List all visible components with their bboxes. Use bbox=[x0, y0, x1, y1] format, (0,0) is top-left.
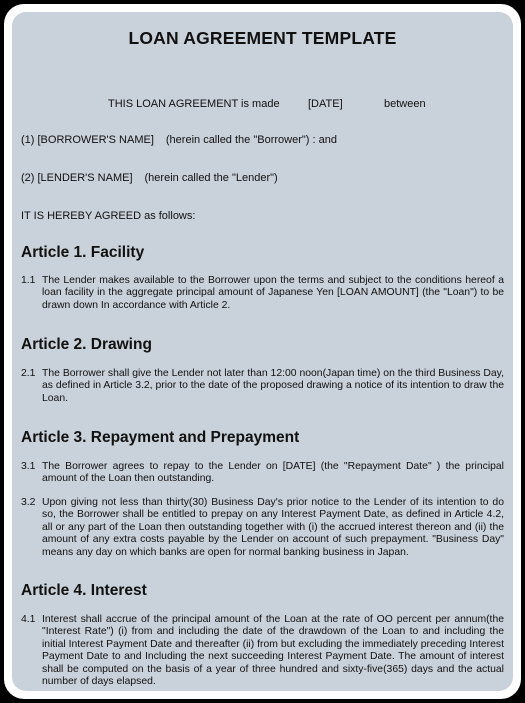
clause-text: The Borrower shall give the Lender not later than 12:00 noon(Japan time) on the third Business Day, as defined in Article 3.2, prior to the date of the proposed drawing a notice of its intention to draw the Loan. bbox=[42, 368, 504, 404]
borrower-line bbox=[21, 134, 337, 146]
clause-3-1 bbox=[21, 461, 504, 486]
article-1-heading: Article 1. Facility bbox=[21, 244, 145, 261]
clause-4-1 bbox=[21, 614, 504, 688]
article-3-heading: Article 3. Repayment and Prepayment bbox=[21, 429, 300, 446]
clause-number: 2.1 bbox=[21, 368, 36, 379]
article-4-heading: Article 4. Interest bbox=[21, 582, 147, 599]
clause-text: Upon giving not less than thirty(30) Business Day's prior notice to the Lender of its intention to do so, the Borrower shall be entitled to prepay on any Interest Payment Date, as defined in Article 4.2, all or any part of the Loan then outstanding together with (i) the accrued interest thereon and (ii) the amount of any extra costs payable by the Lender on account of such prepayment. "Business Day" means any day on which banks are open for normal banking business in Japan. bbox=[42, 497, 504, 558]
clause-text: Interest shall accrue of the principal amount of the Loan at the rate of OO percent per annum(the "Interest Rate") (i) from and including the date of the drawdown of the Loan to and including the initial Interest Payment Date and thereafter (ii) from but excluding the immediately preceding Interest Payment Date to and Including the next succeeding Interest Payment Date. The amount of interest shall be computed on the basis of a year of three hundred and sixty-five(365) days and the actual number of days elapsed. bbox=[42, 614, 504, 688]
agreed-line: IT IS HEREBY AGREED as follows: bbox=[21, 210, 196, 222]
document-title: LOAN AGREEMENT TEMPLATE bbox=[128, 28, 397, 48]
article-2-heading: Article 2. Drawing bbox=[21, 336, 152, 353]
page-frame bbox=[4, 4, 521, 699]
document-sheet bbox=[12, 12, 513, 691]
clause-1-1 bbox=[21, 275, 504, 312]
clause-text: The Borrower agrees to repay to the Lender on [DATE] (the "Repayment Date" ) the principal amount of the Loan then outstanding. bbox=[42, 461, 504, 485]
clause-number: 3.2 bbox=[21, 497, 36, 508]
clause-text: The Lender makes available to the Borrower upon the terms and subject to the conditions hereof a loan facility in the aggregate principal amount of Japanese Yen [LOAN AMOUNT] (the "Loan") to be drawn down In accordance with Article 2. bbox=[42, 275, 504, 311]
borrower-name: (1) [BORROWER'S NAME] bbox=[21, 134, 154, 146]
clause-number: 3.1 bbox=[21, 461, 36, 472]
clause-number: 4.1 bbox=[21, 614, 36, 625]
agreement-date: [DATE] bbox=[308, 98, 343, 110]
borrower-role: (herein called the "Borrower") : and bbox=[165, 134, 337, 146]
clause-3-2 bbox=[21, 497, 504, 559]
lender-role: (herein called the "Lender") bbox=[144, 172, 278, 184]
lender-line bbox=[21, 172, 278, 184]
lender-name: (2) [LENDER'S NAME] bbox=[21, 172, 133, 184]
clause-2-1 bbox=[21, 368, 504, 405]
clause-number: 1.1 bbox=[21, 275, 36, 286]
made-line-suffix: between bbox=[384, 98, 426, 110]
made-line-prefix: THIS LOAN AGREEMENT is made bbox=[108, 98, 280, 110]
